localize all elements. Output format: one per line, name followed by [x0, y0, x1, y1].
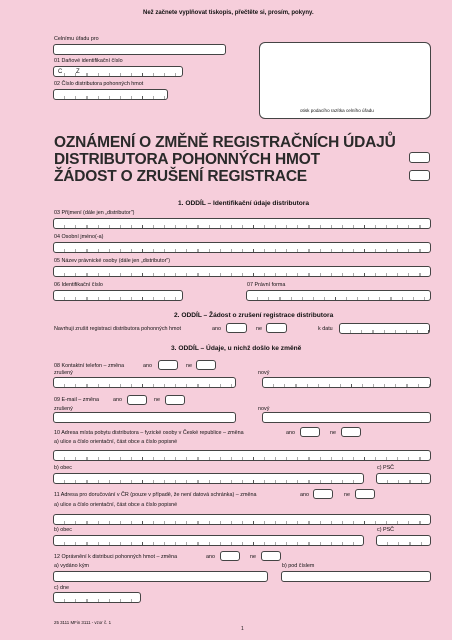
f09-ano-label: ano [113, 397, 122, 403]
zadost-checkbox[interactable] [409, 170, 430, 181]
f10a-input[interactable] [53, 450, 431, 461]
f11c-label: c) PSČ [377, 527, 395, 533]
s2-text: Navrhuji zrušit registraci distributora pohonných hmot [54, 326, 182, 332]
f12a-input[interactable] [53, 571, 268, 582]
f10-ano-checkbox[interactable] [300, 427, 320, 437]
field-07-input[interactable] [246, 290, 431, 301]
f12b-input[interactable] [281, 571, 431, 582]
f09-ne-label: ne [154, 397, 160, 403]
field-12-label: 12 Oprávnění k distribuci pohonných hmot – změna [54, 554, 178, 560]
f09-zruseny-label: zrušený [54, 406, 73, 412]
f08-novy-label: nový [258, 370, 270, 376]
f09-novy-label: nový [258, 406, 270, 412]
f08-zruseny-input[interactable] [53, 377, 236, 388]
s2-ano-label: ano [212, 326, 221, 332]
field-06-input[interactable] [53, 290, 183, 301]
celni-urad-label: Celnímu úřadu pro [54, 36, 99, 42]
f11c-input[interactable] [376, 535, 431, 546]
f08-ne-label: ne [186, 363, 192, 369]
f11-ano-checkbox[interactable] [313, 489, 333, 499]
f09-ne-checkbox[interactable] [165, 395, 185, 405]
title-line-1: OZNÁMENÍ O ZMĚNĚ REGISTRAČNÍCH ÚDAJŮ [54, 134, 396, 151]
f08-ne-checkbox[interactable] [196, 360, 216, 370]
dic-label: 01 Daňové identifikační číslo [54, 58, 123, 64]
f10-ano-label: ano [286, 430, 295, 436]
f08-zruseny-label: zrušený [54, 370, 73, 376]
f11-ne-checkbox[interactable] [355, 489, 375, 499]
f08-novy-input[interactable] [262, 377, 431, 388]
f10b-label: b) obec [54, 465, 72, 471]
dic-prefix: C Z [58, 69, 86, 75]
f09-zruseny-input[interactable] [53, 412, 236, 423]
s2-ne-checkbox[interactable] [266, 323, 287, 333]
stamp-label: otisk podacího razítka celního úřadu [300, 108, 374, 113]
f09-novy-input[interactable] [262, 412, 431, 423]
f12a-label: a) vydáno kým [54, 563, 90, 569]
f10a-label: a) ulice a číslo orientační, část obce a číslo popisné [54, 439, 178, 445]
f11-ne-label: ne [344, 492, 350, 498]
s2-ano-checkbox[interactable] [226, 323, 247, 333]
oznameni-checkbox[interactable] [409, 152, 430, 163]
section-2-heading: 2. ODDÍL – Žádost o zrušení registrace distributora [174, 312, 334, 319]
section-1-heading: 1. ODDÍL – Identifikační údaje distributora [178, 200, 310, 207]
field-09-label: 09 E-mail – změna [54, 397, 99, 403]
f12-ne-label: ne [250, 554, 256, 560]
title-line-2: DISTRIBUTORA POHONNÝCH HMOT [54, 151, 320, 168]
f11b-input[interactable] [53, 535, 364, 546]
field-03-label: 03 Příjmení (dále jen „distributor") [54, 210, 135, 216]
field-04-input[interactable] [53, 242, 431, 253]
f10c-input[interactable] [376, 473, 431, 484]
f09-ano-checkbox[interactable] [127, 395, 147, 405]
f10c-label: c) PSČ [377, 465, 395, 471]
distrib-no-input[interactable] [53, 89, 168, 100]
f11-ano-label: ano [300, 492, 309, 498]
distrib-no-label: 02 Číslo distributora pohonných hmot [54, 81, 144, 87]
field-06-label: 06 Identifikační číslo [54, 282, 103, 288]
f11a-input[interactable] [53, 514, 431, 525]
page-number: 1 [241, 626, 244, 632]
field-03-input[interactable] [53, 218, 431, 229]
f08-ano-checkbox[interactable] [158, 360, 178, 370]
f12c-input[interactable] [53, 592, 141, 603]
f12b-label: b) pod číslem [282, 563, 315, 569]
celni-urad-input[interactable] [53, 44, 226, 55]
f10-ne-checkbox[interactable] [341, 427, 361, 437]
field-07-label: 07 Právní forma [247, 282, 286, 288]
f10b-input[interactable] [53, 473, 364, 484]
f08-ano-label: ano [143, 363, 152, 369]
s2-k-datu-label: k datu [318, 326, 333, 332]
f11b-label: b) obec [54, 527, 72, 533]
dic-input[interactable] [53, 66, 183, 77]
field-04-label: 04 Osobní jméno(-a) [54, 234, 104, 240]
field-05-label: 05 Název právnické osoby (dále jen „distributor") [54, 258, 171, 264]
field-08-label: 08 Kontaktní telefon – změna [54, 363, 125, 369]
f11a-label: a) ulice a číslo orientační, část obce a číslo popisné [54, 502, 178, 508]
title-line-3: ŽÁDOST O ZRUŠENÍ REGISTRACE [54, 168, 307, 185]
section-3-heading: 3. ODDÍL – Údaje, u nichž došlo ke změně [171, 345, 302, 352]
f12-ano-label: ano [206, 554, 215, 560]
field-11-label: 11 Adresa pro doručování v ČR (pouze v případě, že není datová schránka) – změna [54, 492, 257, 498]
s2-ne-label: ne [256, 326, 262, 332]
footer-code: 25 3111 MFin 3111 - vzor č. 1 [54, 620, 112, 625]
f12-ano-checkbox[interactable] [220, 551, 240, 561]
s2-date-input[interactable] [339, 323, 430, 334]
field-05-input[interactable] [53, 266, 431, 277]
header-note: Než začnete vyplňovat tiskopis, přečtěte si, prosím, pokyny. [143, 10, 314, 16]
field-10-label: 10 Adresa místa pobytu distributora – fyzické osoby v České republice – změna [54, 430, 244, 436]
f12c-label: c) dne [54, 585, 69, 591]
f12-ne-checkbox[interactable] [261, 551, 281, 561]
f10-ne-label: ne [330, 430, 336, 436]
